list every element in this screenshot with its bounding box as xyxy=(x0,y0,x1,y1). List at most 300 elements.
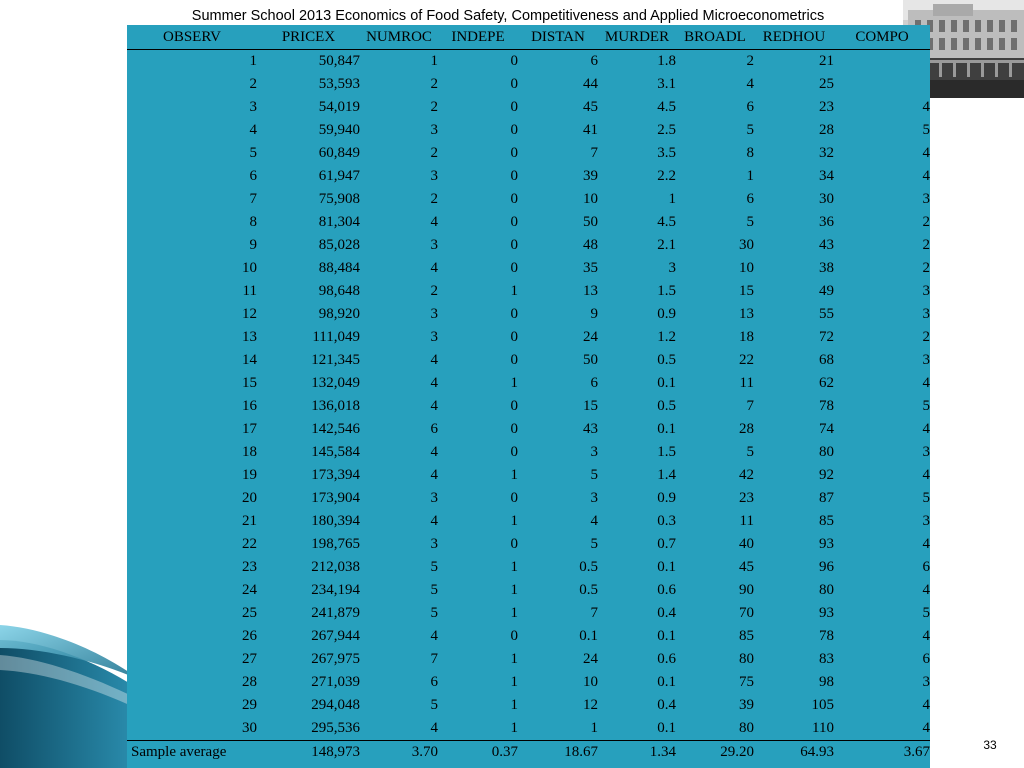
table-cell-distan: 24 xyxy=(583,329,598,345)
table-cell-murder: 0.1 xyxy=(657,628,676,644)
table-cell-compo: 2 xyxy=(922,260,930,276)
table-cell-broadl: 40 xyxy=(739,536,754,552)
table-cell-broadl: 42 xyxy=(739,467,754,483)
table-cell-numroc: 4 xyxy=(430,467,438,483)
table-row xyxy=(127,487,930,510)
table-cell-redhou: 96 xyxy=(819,559,834,575)
table-cell-pricex: 121,345 xyxy=(311,352,360,368)
table-cell-numroc: 1 xyxy=(430,53,438,69)
table-cell-indepe: 0 xyxy=(510,306,518,322)
table-cell-indepe: 1 xyxy=(510,375,518,391)
table-cell-observ: 22 xyxy=(242,536,257,552)
table-cell-distan: 0.1 xyxy=(579,628,598,644)
table-cell-observ: 21 xyxy=(242,513,257,529)
table-cell-redhou: 80 xyxy=(819,582,834,598)
table-cell-distan: 4 xyxy=(590,513,598,529)
table-row xyxy=(127,395,930,418)
table-row xyxy=(127,556,930,579)
table-cell-murder: 0.9 xyxy=(657,306,676,322)
table-cell-compo: 2 xyxy=(922,329,930,345)
table-cell-numroc: 6 xyxy=(430,674,438,690)
table-row xyxy=(127,234,930,257)
table-cell-numroc: 2 xyxy=(430,76,438,92)
table-cell-murder: 2.5 xyxy=(657,122,676,138)
table-cell-numroc: 2 xyxy=(430,99,438,115)
table-cell-murder: 0.5 xyxy=(657,398,676,414)
table-cell-murder: 1.5 xyxy=(657,283,676,299)
table-cell-indepe: 0 xyxy=(510,122,518,138)
table-cell-distan: 44 xyxy=(583,76,598,92)
table-cell-compo: 5 xyxy=(922,490,930,506)
table-cell-compo xyxy=(834,50,930,74)
table-cell-redhou: 72 xyxy=(819,329,834,345)
table-cell-pricex: 53,593 xyxy=(318,76,360,92)
table-cell-broadl: 6 xyxy=(746,191,754,207)
sample-average-murder: 1.34 xyxy=(649,744,676,760)
table-cell-redhou: 28 xyxy=(819,122,834,138)
table-cell-compo: 3 xyxy=(922,352,930,368)
table-cell-pricex: 142,546 xyxy=(311,421,360,437)
table-cell-broadl: 70 xyxy=(739,605,754,621)
table-cell-redhou: 43 xyxy=(819,237,834,253)
table-row xyxy=(127,510,930,533)
table-cell-broadl: 5 xyxy=(746,444,754,460)
table-cell-indepe: 0 xyxy=(510,191,518,207)
column-header-indepe: INDEPE xyxy=(451,29,505,45)
table-cell-indepe: 1 xyxy=(510,697,518,713)
table-cell-distan: 35 xyxy=(583,260,598,276)
table-cell-compo: 4 xyxy=(922,99,930,115)
table-cell-distan: 39 xyxy=(583,168,598,184)
table-row xyxy=(127,579,930,602)
table-cell-compo: 3 xyxy=(922,306,930,322)
table-cell-observ: 9 xyxy=(249,237,257,253)
table-cell-broadl: 11 xyxy=(739,375,754,391)
table-cell-redhou: 21 xyxy=(819,53,834,69)
table-cell-indepe: 0 xyxy=(510,214,518,230)
table-cell-distan: 13 xyxy=(583,283,598,299)
table-cell-pricex: 212,038 xyxy=(311,559,360,575)
table-cell-observ: 29 xyxy=(242,697,257,713)
table-cell-redhou: 110 xyxy=(812,720,834,736)
table-cell-numroc: 3 xyxy=(430,490,438,506)
table-cell-redhou: 93 xyxy=(819,605,834,621)
decorative-swoosh xyxy=(0,600,140,768)
table-cell-compo: 3 xyxy=(922,674,930,690)
table-cell-indepe: 0 xyxy=(510,237,518,253)
table-cell-observ: 13 xyxy=(242,329,257,345)
table-cell-murder: 2.1 xyxy=(657,237,676,253)
table-cell-numroc: 4 xyxy=(430,375,438,391)
table-cell-indepe: 1 xyxy=(510,513,518,529)
table-cell-redhou: 30 xyxy=(819,191,834,207)
table-cell-distan: 10 xyxy=(583,191,598,207)
table-cell-observ: 7 xyxy=(249,191,257,207)
table-header-row xyxy=(127,25,930,50)
table-cell-redhou: 105 xyxy=(811,697,834,713)
table-cell-indepe: 0 xyxy=(510,628,518,644)
column-header-murder: MURDER xyxy=(604,29,670,45)
table-cell-pricex: 136,018 xyxy=(311,398,360,414)
table-cell-redhou: 49 xyxy=(819,283,834,299)
table-cell-pricex: 75,908 xyxy=(318,191,360,207)
table-cell-pricex: 267,975 xyxy=(311,651,360,667)
table-cell-broadl: 5 xyxy=(746,214,754,230)
table-cell-broadl: 18 xyxy=(739,329,754,345)
table-cell-indepe: 1 xyxy=(510,559,518,575)
table-cell-compo: 4 xyxy=(922,467,930,483)
table-cell-pricex: 173,394 xyxy=(311,467,360,483)
table-cell-redhou: 83 xyxy=(819,651,834,667)
table-cell-compo: 2 xyxy=(922,214,930,230)
table-row xyxy=(127,142,930,165)
table-cell-murder: 1.5 xyxy=(657,444,676,460)
table-cell-pricex: 267,944 xyxy=(311,628,360,644)
table-cell-distan: 43 xyxy=(583,421,598,437)
table-cell-observ: 30 xyxy=(242,720,257,736)
table-cell-broadl: 80 xyxy=(739,720,754,736)
table-cell-numroc: 4 xyxy=(430,444,438,460)
table-cell-numroc: 5 xyxy=(430,559,438,575)
table-cell-distan: 41 xyxy=(583,122,598,138)
table-cell-pricex: 50,847 xyxy=(318,53,360,69)
table-cell-compo: 3 xyxy=(922,191,930,207)
sample-average-compo: 3.67 xyxy=(903,744,930,760)
table-cell-observ: 2 xyxy=(249,76,257,92)
table-cell-pricex: 180,394 xyxy=(311,513,360,529)
table-cell-observ: 4 xyxy=(249,122,257,138)
table-cell-indepe: 1 xyxy=(510,605,518,621)
table-cell-murder: 0.3 xyxy=(657,513,676,529)
table-cell-broadl: 23 xyxy=(739,490,754,506)
table-cell-pricex: 60,849 xyxy=(318,145,360,161)
table-row xyxy=(127,441,930,464)
table-row xyxy=(127,50,930,74)
table-cell-broadl: 39 xyxy=(739,697,754,713)
table-cell-numroc: 2 xyxy=(430,191,438,207)
table-cell-compo: 4 xyxy=(922,168,930,184)
table-row xyxy=(127,211,930,234)
table-cell-redhou: 78 xyxy=(819,398,834,414)
table-cell-broadl: 4 xyxy=(746,76,754,92)
table-cell-compo: 4 xyxy=(922,697,930,713)
table-cell-pricex: 173,904 xyxy=(311,490,360,506)
table-cell-pricex: 81,304 xyxy=(318,214,360,230)
table-cell-compo: 5 xyxy=(922,122,930,138)
table-cell-murder: 1.8 xyxy=(657,53,676,69)
column-header-pricex: PRICEX xyxy=(281,29,336,45)
table-cell-observ: 3 xyxy=(249,99,257,115)
table-cell-numroc: 4 xyxy=(430,398,438,414)
table-row xyxy=(127,119,930,142)
table-cell-compo: 6 xyxy=(922,651,930,667)
table-row xyxy=(127,602,930,625)
table-cell-numroc: 4 xyxy=(430,352,438,368)
table-row xyxy=(127,280,930,303)
table-cell-compo: 4 xyxy=(922,628,930,644)
table-row xyxy=(127,188,930,211)
table-cell-indepe: 0 xyxy=(510,490,518,506)
data-table xyxy=(127,25,930,764)
column-header-distan: DISTAN xyxy=(531,29,585,45)
table-cell-indepe: 0 xyxy=(510,53,518,69)
table-cell-indepe: 1 xyxy=(510,582,518,598)
table-cell-numroc: 3 xyxy=(430,168,438,184)
table-cell-indepe: 0 xyxy=(510,536,518,552)
table-cell-distan: 9 xyxy=(590,306,598,322)
table-cell-broadl: 30 xyxy=(739,237,754,253)
table-cell-indepe: 0 xyxy=(510,329,518,345)
table-cell-redhou: 93 xyxy=(819,536,834,552)
table-cell-redhou: 36 xyxy=(819,214,834,230)
table-cell-indepe: 0 xyxy=(510,260,518,276)
table-cell-murder: 0.5 xyxy=(657,352,676,368)
table-cell-observ: 14 xyxy=(242,352,257,368)
table-cell-redhou: 74 xyxy=(819,421,834,437)
table-cell-redhou: 68 xyxy=(819,352,834,368)
table-cell-indepe: 0 xyxy=(510,421,518,437)
table-cell-indepe: 0 xyxy=(510,444,518,460)
table-cell-distan: 3 xyxy=(590,444,598,460)
table-cell-distan: 24 xyxy=(583,651,598,667)
table-cell-compo xyxy=(834,73,930,96)
slide-number: 33 xyxy=(983,738,997,752)
table-cell-observ: 18 xyxy=(242,444,257,460)
table-cell-numroc: 3 xyxy=(430,536,438,552)
table-cell-murder: 1.4 xyxy=(657,467,676,483)
table-cell-distan: 45 xyxy=(583,99,598,115)
data-table-panel xyxy=(127,25,930,768)
slide-title-text: Summer School 2013 Economics of Food Safety, Competitiveness and Applied Microeconometrics xyxy=(191,8,825,24)
column-header-broadl: BROADL xyxy=(684,29,746,45)
table-cell-broadl: 45 xyxy=(739,559,754,575)
table-cell-distan: 1 xyxy=(590,720,598,736)
table-cell-murder: 0.6 xyxy=(657,651,676,667)
table-row xyxy=(127,96,930,119)
table-cell-pricex: 54,019 xyxy=(318,99,360,115)
table-cell-murder: 0.1 xyxy=(657,674,676,690)
table-cell-distan: 7 xyxy=(590,145,598,161)
table-cell-murder: 0.7 xyxy=(657,536,676,552)
table-cell-pricex: 132,049 xyxy=(311,375,360,391)
table-cell-pricex: 271,039 xyxy=(311,674,360,690)
sample-average-broadl: 29.20 xyxy=(720,744,754,760)
table-cell-broadl: 15 xyxy=(739,283,754,299)
table-cell-observ: 1 xyxy=(249,53,257,69)
table-cell-numroc: 4 xyxy=(430,720,438,736)
table-cell-observ: 16 xyxy=(242,398,257,414)
table-cell-broadl: 22 xyxy=(739,352,754,368)
table-cell-indepe: 0 xyxy=(510,352,518,368)
table-cell-pricex: 145,584 xyxy=(311,444,360,460)
table-cell-murder: 1 xyxy=(668,191,676,207)
table-cell-indepe: 1 xyxy=(510,651,518,667)
table-cell-numroc: 4 xyxy=(430,214,438,230)
table-cell-distan: 50 xyxy=(583,214,598,230)
table-cell-distan: 15 xyxy=(583,398,598,414)
table-cell-compo: 4 xyxy=(922,375,930,391)
table-cell-broadl: 7 xyxy=(746,398,754,414)
table-cell-observ: 27 xyxy=(242,651,257,667)
table-cell-murder: 0.4 xyxy=(657,697,676,713)
table-cell-murder: 4.5 xyxy=(657,214,676,230)
table-cell-pricex: 111,049 xyxy=(312,329,360,345)
table-cell-broadl: 2 xyxy=(746,53,754,69)
table-cell-pricex: 295,536 xyxy=(311,720,360,736)
table-cell-observ: 28 xyxy=(242,674,257,690)
table-cell-distan: 5 xyxy=(590,536,598,552)
table-row xyxy=(127,349,930,372)
table-cell-broadl: 75 xyxy=(739,674,754,690)
table-cell-redhou: 87 xyxy=(819,490,834,506)
table-cell-observ: 15 xyxy=(242,375,257,391)
table-cell-pricex: 61,947 xyxy=(318,168,360,184)
table-cell-numroc: 3 xyxy=(430,237,438,253)
table-cell-pricex: 294,048 xyxy=(311,697,360,713)
table-cell-redhou: 78 xyxy=(819,628,834,644)
table-cell-numroc: 3 xyxy=(430,122,438,138)
table-cell-redhou: 23 xyxy=(819,99,834,115)
table-cell-murder: 3.5 xyxy=(657,145,676,161)
sample-average-distan: 18.67 xyxy=(564,744,598,760)
table-cell-observ: 6 xyxy=(249,168,257,184)
slide-title xyxy=(0,8,1016,24)
table-cell-compo: 4 xyxy=(922,145,930,161)
table-cell-indepe: 1 xyxy=(510,720,518,736)
table-cell-observ: 10 xyxy=(242,260,257,276)
table-cell-observ: 19 xyxy=(242,467,257,483)
table-body xyxy=(127,50,930,741)
table-cell-distan: 5 xyxy=(590,467,598,483)
table-cell-murder: 0.1 xyxy=(657,375,676,391)
table-row xyxy=(127,717,930,741)
table-cell-indepe: 1 xyxy=(510,467,518,483)
table-cell-compo: 4 xyxy=(922,421,930,437)
table-cell-murder: 0.1 xyxy=(657,559,676,575)
table-cell-numroc: 2 xyxy=(430,283,438,299)
table-cell-murder: 2.2 xyxy=(657,168,676,184)
table-cell-compo: 4 xyxy=(922,582,930,598)
table-cell-observ: 12 xyxy=(242,306,257,322)
table-cell-murder: 3.1 xyxy=(657,76,676,92)
table-cell-compo: 4 xyxy=(922,720,930,736)
table-row xyxy=(127,165,930,188)
table-cell-murder: 1.2 xyxy=(657,329,676,345)
table-cell-observ: 8 xyxy=(249,214,257,230)
table-cell-indepe: 0 xyxy=(510,145,518,161)
sample-average-numroc: 3.70 xyxy=(411,744,438,760)
table-row xyxy=(127,372,930,395)
table-cell-numroc: 6 xyxy=(430,421,438,437)
sample-average-label: Sample average xyxy=(131,744,227,760)
table-cell-distan: 12 xyxy=(583,697,598,713)
table-row xyxy=(127,326,930,349)
table-cell-observ: 20 xyxy=(242,490,257,506)
table-cell-broadl: 10 xyxy=(739,260,754,276)
table-cell-indepe: 0 xyxy=(510,168,518,184)
table-cell-redhou: 38 xyxy=(819,260,834,276)
table-cell-distan: 6 xyxy=(590,375,598,391)
table-cell-indepe: 0 xyxy=(510,398,518,414)
sample-average-pricex: 148,973 xyxy=(311,744,360,760)
table-cell-redhou: 34 xyxy=(819,168,834,184)
table-cell-broadl: 8 xyxy=(746,145,754,161)
table-row xyxy=(127,73,930,96)
table-cell-distan: 0.5 xyxy=(579,582,598,598)
table-cell-distan: 7 xyxy=(590,605,598,621)
table-cell-pricex: 198,765 xyxy=(311,536,360,552)
table-cell-compo: 2 xyxy=(922,237,930,253)
sample-average-redhou: 64.93 xyxy=(800,744,834,760)
table-cell-redhou: 80 xyxy=(819,444,834,460)
table-cell-distan: 10 xyxy=(583,674,598,690)
table-cell-pricex: 85,028 xyxy=(318,237,360,253)
table-cell-redhou: 92 xyxy=(819,467,834,483)
table-cell-murder: 0.1 xyxy=(657,421,676,437)
table-row xyxy=(127,533,930,556)
table-cell-observ: 17 xyxy=(242,421,257,437)
table-cell-broadl: 5 xyxy=(746,122,754,138)
table-cell-murder: 0.4 xyxy=(657,605,676,621)
table-cell-compo: 3 xyxy=(922,513,930,529)
table-cell-broadl: 80 xyxy=(739,651,754,667)
table-cell-distan: 0.5 xyxy=(579,559,598,575)
table-cell-numroc: 5 xyxy=(430,605,438,621)
table-cell-numroc: 3 xyxy=(430,329,438,345)
table-cell-numroc: 3 xyxy=(430,306,438,322)
table-cell-numroc: 5 xyxy=(430,582,438,598)
table-cell-observ: 11 xyxy=(242,283,257,299)
table-cell-observ: 23 xyxy=(242,559,257,575)
table-cell-distan: 6 xyxy=(590,53,598,69)
table-cell-redhou: 55 xyxy=(819,306,834,322)
table-cell-compo: 5 xyxy=(922,398,930,414)
table-cell-indepe: 0 xyxy=(510,76,518,92)
table-row xyxy=(127,464,930,487)
column-header-compo: COMPO xyxy=(855,29,909,45)
table-cell-numroc: 4 xyxy=(430,513,438,529)
table-row xyxy=(127,671,930,694)
table-row xyxy=(127,625,930,648)
table-cell-murder: 4.5 xyxy=(657,99,676,115)
table-cell-pricex: 241,879 xyxy=(311,605,360,621)
table-cell-compo: 3 xyxy=(922,444,930,460)
table-cell-observ: 24 xyxy=(242,582,257,598)
table-cell-broadl: 11 xyxy=(739,513,754,529)
table-cell-broadl: 6 xyxy=(746,99,754,115)
table-cell-redhou: 25 xyxy=(819,76,834,92)
sample-average-row xyxy=(127,741,930,765)
column-header-numroc: NUMROC xyxy=(366,29,432,45)
table-cell-observ: 5 xyxy=(249,145,257,161)
table-cell-pricex: 98,648 xyxy=(318,283,360,299)
table-cell-observ: 26 xyxy=(242,628,257,644)
table-cell-redhou: 32 xyxy=(819,145,834,161)
table-cell-redhou: 62 xyxy=(819,375,834,391)
table-cell-redhou: 98 xyxy=(819,674,834,690)
table-cell-broadl: 85 xyxy=(739,628,754,644)
table-cell-pricex: 234,194 xyxy=(311,582,360,598)
table-cell-broadl: 28 xyxy=(739,421,754,437)
table-cell-pricex: 98,920 xyxy=(318,306,360,322)
table-cell-indepe: 1 xyxy=(510,283,518,299)
table-cell-distan: 48 xyxy=(583,237,598,253)
table-cell-compo: 5 xyxy=(922,605,930,621)
table-cell-numroc: 7 xyxy=(430,651,438,667)
table-row xyxy=(127,257,930,280)
column-header-redhou: REDHOU xyxy=(762,29,826,45)
table-cell-compo: 6 xyxy=(922,559,930,575)
